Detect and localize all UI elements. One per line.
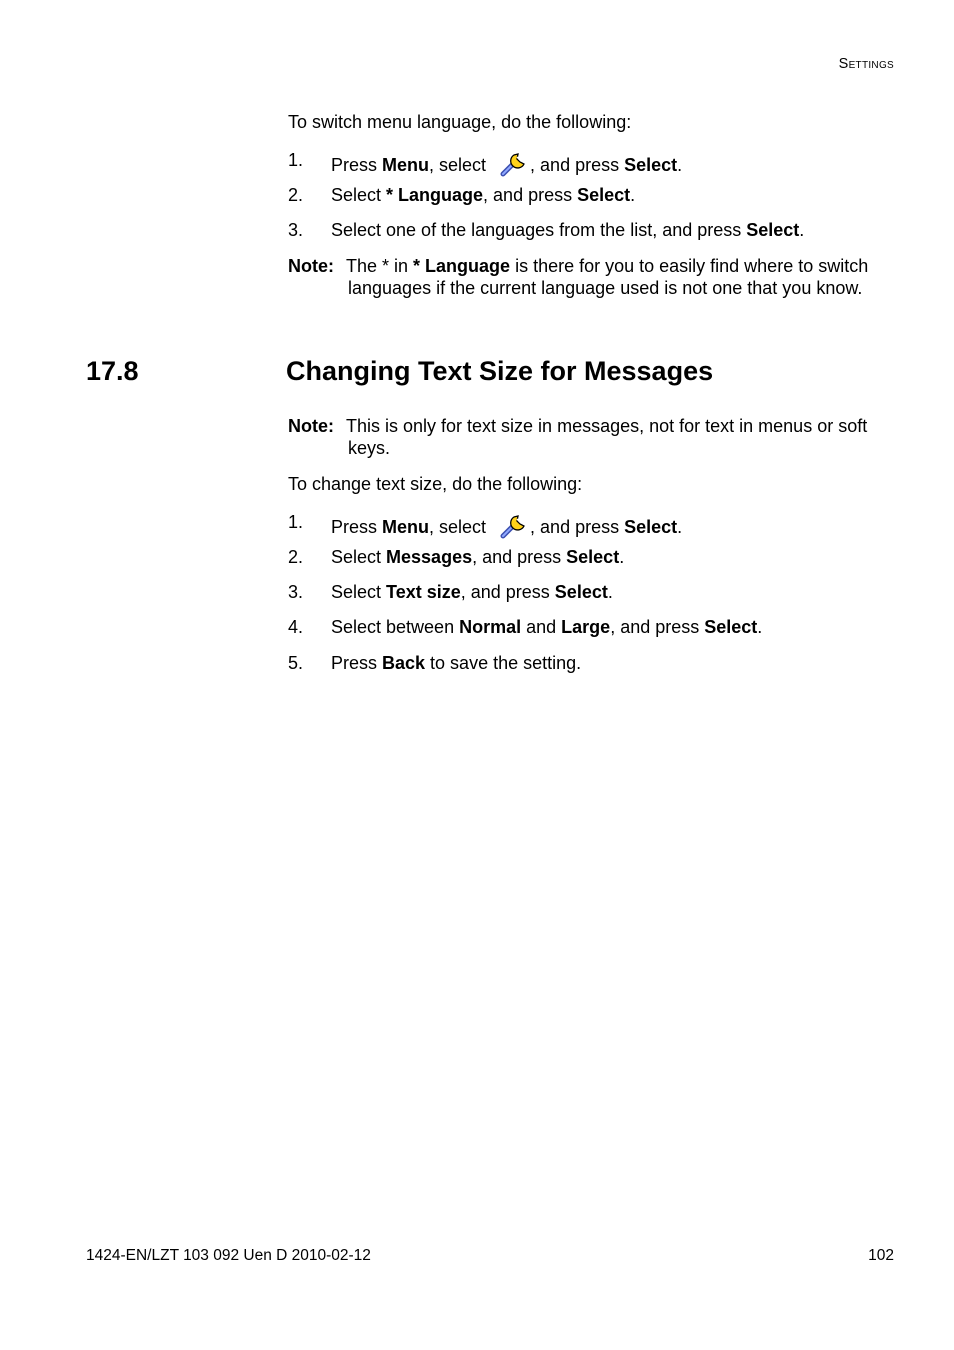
footer-doc-id: 1424-EN/LZT 103 092 Uen D 2010-02-12 bbox=[86, 1247, 371, 1264]
section-title: Changing Text Size for Messages bbox=[286, 356, 714, 386]
section-number: 17.8 bbox=[86, 356, 139, 386]
step-number: 3. bbox=[288, 582, 304, 602]
step-number: 2. bbox=[288, 185, 304, 205]
step-number: 1. bbox=[288, 512, 304, 532]
note-label: Note: bbox=[288, 256, 334, 276]
running-header: Settings bbox=[838, 56, 894, 72]
step-number: 3. bbox=[288, 220, 304, 240]
text-size-intro: To change text size, do the following: bbox=[288, 474, 583, 494]
settings-wrench-icon bbox=[499, 149, 529, 177]
settings-wrench-icon bbox=[499, 511, 529, 539]
note-label: Note: bbox=[288, 416, 334, 436]
language-intro: To switch menu language, do the following: bbox=[288, 112, 632, 132]
step-number: 5. bbox=[288, 653, 304, 673]
step-number: 1. bbox=[288, 150, 304, 170]
step-number: 4. bbox=[288, 617, 304, 637]
text-size-note: Note: This is only for text size in messages, not for text in menus or soft keys. bbox=[288, 416, 868, 458]
language-note: Note: The * in * Language is there for you to easily find where to switch languages if the current language used is not one that you know. bbox=[288, 256, 869, 298]
step-number: 2. bbox=[288, 547, 304, 567]
footer-page-number: 102 bbox=[868, 1247, 894, 1264]
